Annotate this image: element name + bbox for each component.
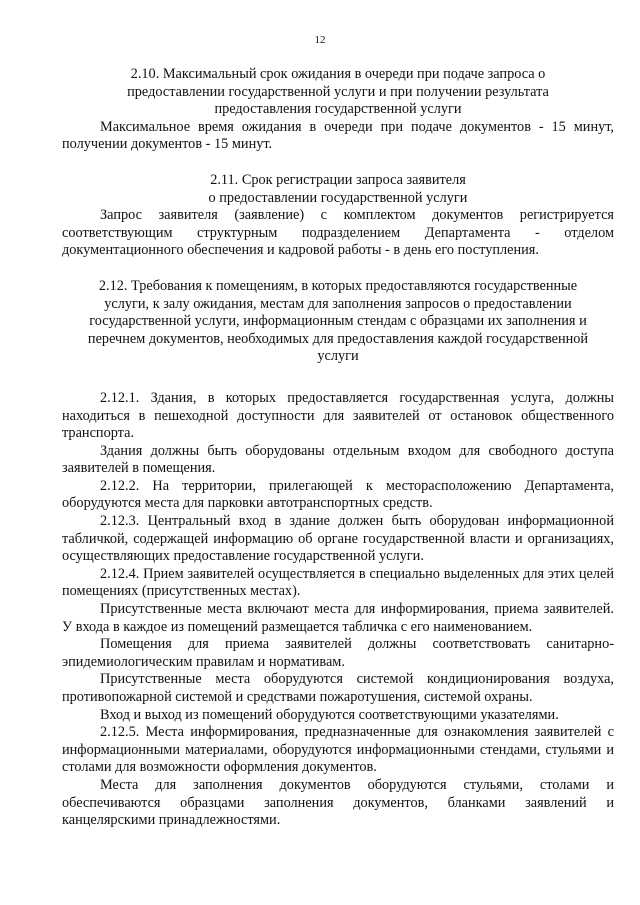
heading-line: предоставления государственной услуги xyxy=(214,101,462,118)
paragraph: Запрос заявителя (заявление) с комплектом документов регистрируется соответствующим структурным подразделением Департамента - отделом документационного обеспечения и кадровой работы - в день его поступления. xyxy=(62,207,614,259)
paragraph: 2.12.5. Места информирования, предназначенные для ознакомления заявителей с информационными материалами, оборудуются информационными стендами, стульями и столами для возможности оформления документов. xyxy=(62,724,614,776)
heading-line: услуги xyxy=(317,348,359,365)
paragraph: Присутственные места включают места для информирования, приема заявителей. У входа в каждое из помещений размещается табличка с его наименованием. xyxy=(62,601,614,635)
heading-line: 2.10. Максимальный срок ожидания в очереди при подаче запроса о xyxy=(130,66,546,82)
page-number: 12 xyxy=(314,34,326,46)
section-heading xyxy=(62,66,614,119)
document-body xyxy=(62,60,614,830)
paragraph: 2.12.2. На территории, прилегающей к месторасположению Департамента, оборудуются места для парковки автотранспортных средств. xyxy=(62,477,614,512)
paragraph: 2.12.1. Здания, в которых предоставляется государственная услуга, должны находиться в пешеходной доступности для заявителей от остановок общественного транспорта. xyxy=(62,389,614,442)
section-heading xyxy=(62,172,614,207)
paragraph: Помещения для приема заявителей должны соответствовать санитарно-эпидемиологическим правилам и нормативам. xyxy=(62,636,614,670)
paragraph: Места для заполнения документов оборудуются стульями, столами и обеспечиваются образцами заполнения документов, бланками заявлений и канцелярскими принадлежностями. xyxy=(62,776,614,829)
heading-line: услуги, к залу ожидания, местам для заполнения запросов о предоставлении xyxy=(104,295,572,312)
heading-line: о предоставлении государственной услуги xyxy=(208,189,468,206)
paragraph: Здания должны быть оборудованы отдельным входом для свободного доступа заявителей в помещения. xyxy=(62,442,614,477)
section-2-12 xyxy=(62,278,614,830)
heading-line: государственной услуги, информационным стендам с образцами их заполнения и xyxy=(89,313,587,330)
paragraph: Присутственные места оборудуются системой кондиционирования воздуха, противопожарной системой и средствами пожаротушения, системой охраны. xyxy=(62,671,614,705)
heading-line: перечнем документов, необходимых для предоставления каждой государственной xyxy=(87,330,589,347)
paragraph: 2.12.3. Центральный вход в здание должен быть оборудован информационной табличкой, содержащей информацию об органе государственной власти и организациях, осуществляющих предоставление государственной услуги. xyxy=(62,513,614,565)
heading-line: предоставлении государственной услуги и при получении результата xyxy=(127,83,549,100)
heading-line: 2.11. Срок регистрации запроса заявителя xyxy=(210,171,466,188)
section-2-11 xyxy=(62,172,614,260)
section-heading xyxy=(62,278,614,366)
heading-line: 2.12. Требования к помещениям, в которых предоставляются государственные xyxy=(98,277,578,294)
paragraph: Вход и выход из помещений оборудуются соответствующими указателями. xyxy=(100,706,559,723)
section-2-10 xyxy=(62,66,614,154)
paragraph: 2.12.4. Прием заявителей осуществляется в специально выделенных для этих целей помещениях (присутственных местах). xyxy=(62,565,614,600)
paragraph: Максимальное время ожидания в очереди при подаче документов - 15 минут, получении документов - 15 минут. xyxy=(62,118,614,153)
